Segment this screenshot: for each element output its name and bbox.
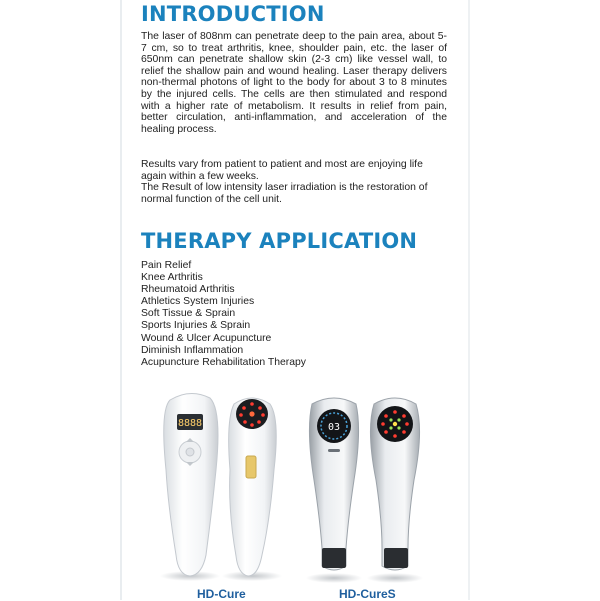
lcd-readout: 8888 bbox=[177, 418, 203, 429]
hd-cure-caption: HD-Cure bbox=[197, 587, 246, 601]
hd-cure-side-device bbox=[222, 398, 282, 581]
application-item: Athletics System Injuries bbox=[141, 296, 255, 308]
display-readout: 03 bbox=[327, 422, 341, 433]
application-item: Pain Relief bbox=[141, 260, 192, 271]
hd-cure-front-device bbox=[160, 393, 220, 581]
therapy-application-heading: THERAPY APPLICATION bbox=[141, 229, 418, 253]
application-item: Soft Tissue & Sprain bbox=[141, 308, 236, 320]
application-item: Diminish Inflammation bbox=[141, 344, 244, 356]
results-line-2: The Result of low intensity laser irradiation is the restoration of normal function of the cell unit. bbox=[141, 182, 428, 205]
introduction-paragraph: The laser of 808nm can penetrate deep to the pain area, about 5-7 cm, so to treat arthritis, knee, shoulder pain, etc. the laser of 650nm can penetrate shallow skin (2-3 cm) like vessel wall, to relief the shallow pain and wound healing. Laser therapy delivers non-thermal photons of light to the body for about 3 to 8 minutes by the injured cells. The cells are then stimulated and respond with a higher rate of metabolism. It results in relief from pain, better circulation, anti-inflammation, and acceleration of the healing process. bbox=[141, 31, 447, 135]
introduction-heading: INTRODUCTION bbox=[141, 2, 325, 26]
results-line-1: Results vary from patient to patient and most are enjoying life again within a few weeks. bbox=[141, 159, 423, 182]
application-item: Wound & Ulcer Acupuncture bbox=[141, 332, 272, 344]
label-window bbox=[246, 456, 256, 478]
hd-cures-front-device bbox=[306, 398, 362, 583]
application-item: Sports Injuries & Sprain bbox=[141, 320, 251, 332]
application-item: Rheumatoid Arthritis bbox=[141, 284, 235, 296]
hd-cures-caption: HD-CureS bbox=[339, 587, 396, 601]
application-item: Knee Arthritis bbox=[141, 272, 203, 284]
application-item: Acupuncture Rehabilitation Therapy bbox=[141, 356, 307, 368]
hd-cures-side-device bbox=[367, 398, 423, 583]
